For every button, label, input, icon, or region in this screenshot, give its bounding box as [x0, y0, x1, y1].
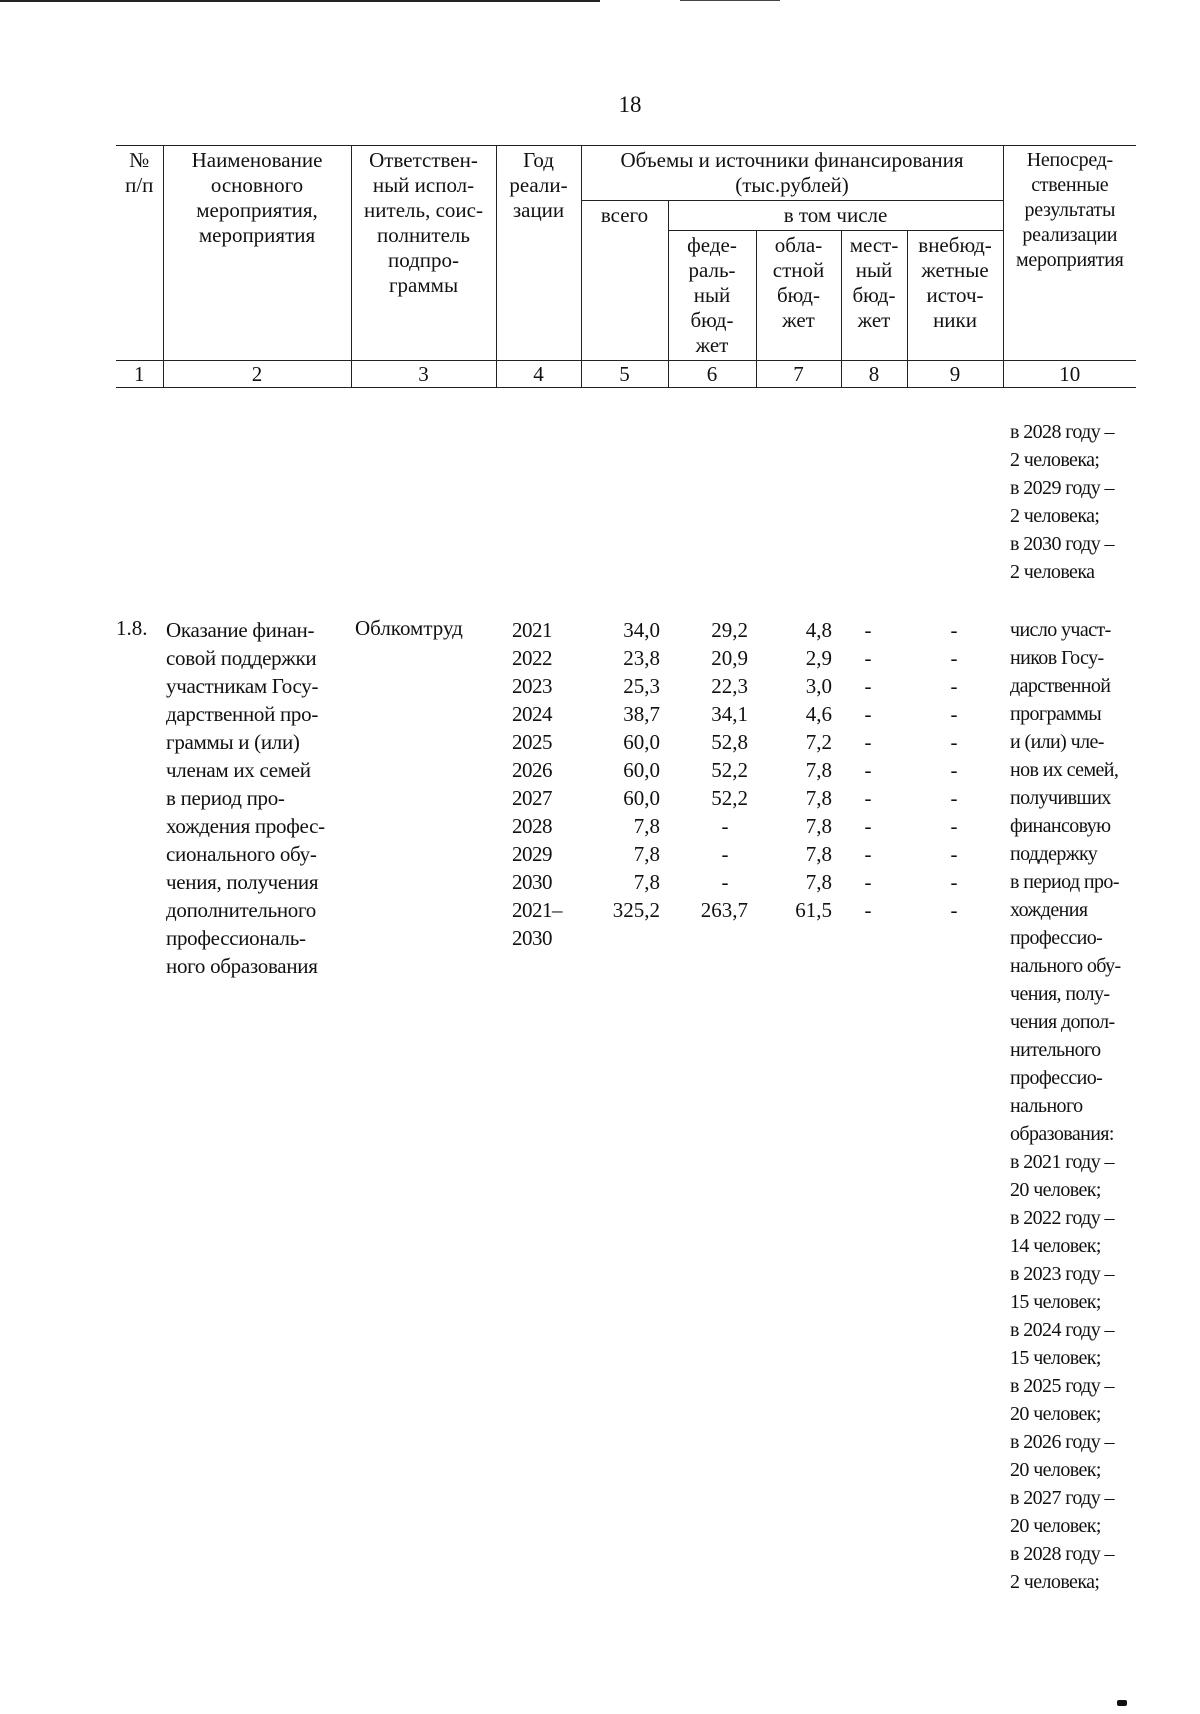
extrabudgetary-cell: -	[950, 898, 958, 922]
header-total: всего	[581, 201, 668, 361]
regional-cell: 4,8	[805, 618, 832, 642]
regional-cell: 7,8	[805, 814, 832, 838]
measure-name: Оказание финан- совой поддержки участникам Госу- дарственной про- граммы и (или) членам их семей в период про- хождения профес- сионального обу- чения, получения дополнительного профессиональ- ного образования	[166, 618, 325, 978]
column-number: 5	[581, 361, 668, 388]
header-number: № п/п	[116, 146, 163, 361]
header-funding: Объемы и источники финансирования (тыс.рублей)	[581, 146, 1003, 201]
column-number: 7	[756, 361, 841, 388]
total-cell: 38,7	[623, 702, 660, 726]
year-cell: 2029	[512, 842, 552, 866]
extrabudgetary-cell: -	[950, 758, 958, 782]
scan-edge-line	[0, 0, 600, 2]
local-column	[856, 616, 880, 924]
year-cell: 2024	[512, 702, 552, 726]
regional-cell: 3,0	[805, 674, 832, 698]
continuation-results	[1010, 418, 1140, 586]
federal-cell: 52,2	[711, 786, 748, 810]
extrabudgetary-cell: -	[950, 786, 958, 810]
header-including: в том числе	[668, 201, 1003, 231]
total-cell: 325,2	[612, 898, 660, 922]
column-number: 3	[351, 361, 496, 388]
local-cell: -	[864, 702, 872, 726]
regional-cell: 7,2	[805, 730, 832, 754]
total-cell: 25,3	[623, 674, 660, 698]
local-cell: -	[864, 730, 872, 754]
header-extrabudgetary: внебюд- жетные источ- ники	[907, 231, 1003, 361]
local-cell: -	[864, 646, 872, 670]
federal-cell: -	[721, 814, 729, 838]
year-cell: 2030	[512, 926, 552, 950]
federal-cell: 263,7	[700, 898, 748, 922]
total-column	[590, 616, 660, 924]
extrabudgetary-cell: -	[950, 814, 958, 838]
header-regional: обла- стной бюд- жет	[756, 231, 841, 361]
local-cell: -	[864, 898, 872, 922]
continuation-line: в 2028 году –	[1010, 421, 1114, 443]
federal-cell: 52,2	[711, 758, 748, 782]
column-number: 9	[907, 361, 1003, 388]
local-cell: -	[864, 814, 872, 838]
header-federal: феде- раль- ный бюд- жет	[668, 231, 756, 361]
regional-cell: 2,9	[805, 646, 832, 670]
continuation-line: в 2029 году –	[1010, 477, 1114, 499]
regional-column	[760, 616, 832, 924]
header-local: мест- ный бюд- жет	[841, 231, 907, 361]
extrabudgetary-cell: -	[950, 674, 958, 698]
federal-cell: 22,3	[711, 674, 748, 698]
header-results: Непосред- ственные результаты реализации мероприятия	[1003, 146, 1136, 361]
local-cell: -	[864, 842, 872, 866]
total-cell: 60,0	[623, 786, 660, 810]
column-number: 1	[116, 361, 163, 388]
extrabudgetary-cell: -	[950, 646, 958, 670]
continuation-line: 2 человека	[1010, 561, 1095, 583]
total-cell: 60,0	[623, 730, 660, 754]
continuation-line: в 2030 году –	[1010, 533, 1114, 555]
regional-cell: 7,8	[805, 786, 832, 810]
year-cell: 2021–	[512, 898, 562, 922]
federal-cell: 52,8	[711, 730, 748, 754]
table-header	[116, 145, 1136, 388]
year-cell: 2026	[512, 758, 552, 782]
total-cell: 23,8	[623, 646, 660, 670]
column-number: 6	[668, 361, 756, 388]
extrabudgetary-cell: -	[950, 842, 958, 866]
total-cell: 60,0	[623, 758, 660, 782]
extrabudgetary-cell: -	[950, 870, 958, 894]
extrabudgetary-cell: -	[950, 702, 958, 726]
year-cell: 2027	[512, 786, 552, 810]
year-cell: 2028	[512, 814, 552, 838]
total-cell: 7,8	[633, 814, 660, 838]
scan-mark	[1117, 1700, 1127, 1706]
column-number: 4	[496, 361, 581, 388]
year-cell: 2030	[512, 870, 552, 894]
continuation-line: 2 человека;	[1010, 505, 1100, 527]
total-cell: 7,8	[633, 842, 660, 866]
responsible-executor: Облкомтруд	[355, 616, 463, 640]
federal-cell: 34,1	[711, 702, 748, 726]
row-number: 1.8.	[116, 616, 148, 640]
year-cell: 2025	[512, 730, 552, 754]
regional-cell: 61,5	[795, 898, 832, 922]
federal-cell: -	[721, 842, 729, 866]
regional-cell: 7,8	[805, 870, 832, 894]
column-number: 2	[163, 361, 351, 388]
year-cell: 2021	[512, 618, 552, 642]
regional-cell: 4,6	[805, 702, 832, 726]
federal-cell: 29,2	[711, 618, 748, 642]
local-cell: -	[864, 618, 872, 642]
federal-cell: 20,9	[711, 646, 748, 670]
local-cell: -	[864, 870, 872, 894]
year-cell: 2023	[512, 674, 552, 698]
scan-edge-line	[680, 0, 780, 1]
header-year: Год реали- зации	[496, 146, 581, 361]
regional-cell: 7,8	[805, 842, 832, 866]
extrabudgetary-cell: -	[950, 730, 958, 754]
local-cell: -	[864, 758, 872, 782]
direct-results: число участ- ников Госу- дарственной программы и (или) чле- нов их семей, получивших финансовую поддержку в период про- хождения профессио- нального обу- чения, полу- чения допол- нительного профессио- нального образования: в 2021 году – 20 человек; в 2022 году – 14 человек; в 2023 году – 15 человек; в 2024 году – 15 человек; в 2025 году – 20 человек; в 2026 году – 20 человек; в 2027 году – 20 человек; в 2028 году – 2 человека;	[1010, 619, 1121, 1593]
page-number: 18	[618, 92, 642, 117]
regional-cell: 7,8	[805, 758, 832, 782]
total-cell: 34,0	[623, 618, 660, 642]
continuation-line: 2 человека;	[1010, 449, 1100, 471]
column-number: 8	[841, 361, 907, 388]
total-cell: 7,8	[633, 870, 660, 894]
header-executor: Ответствен- ный испол- нитель, соис- полнитель подпро- граммы	[351, 146, 496, 361]
extrabudgetary-cell: -	[950, 618, 958, 642]
federal-column	[672, 616, 748, 924]
local-cell: -	[864, 786, 872, 810]
year-cell: 2022	[512, 646, 552, 670]
years-column	[512, 616, 572, 952]
header-name: Наименование основного мероприятия, мероприятия	[163, 146, 351, 361]
extrabudgetary-column	[942, 616, 966, 924]
column-number: 10	[1003, 361, 1136, 388]
federal-cell: -	[721, 870, 729, 894]
local-cell: -	[864, 674, 872, 698]
